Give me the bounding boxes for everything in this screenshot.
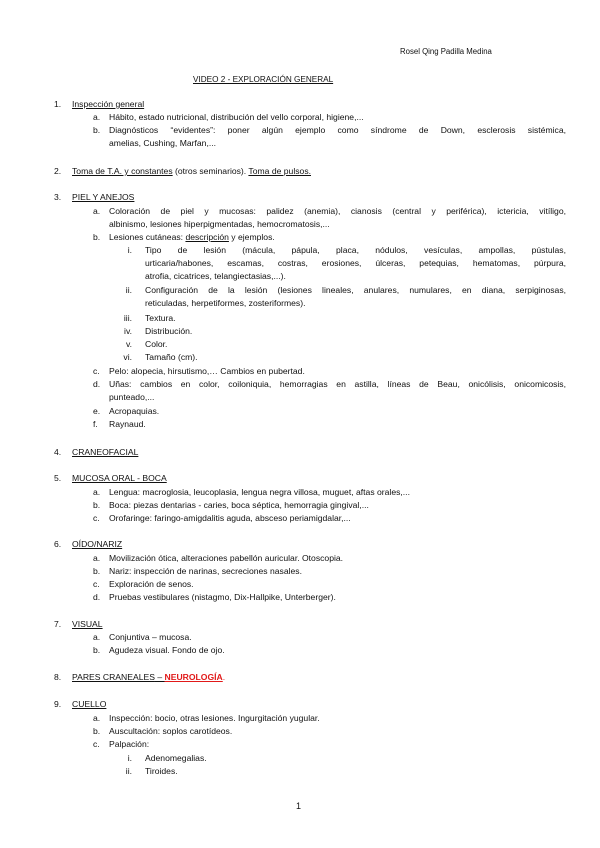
item-text: Color. bbox=[145, 339, 168, 349]
page-number: 1 bbox=[296, 801, 302, 811]
item-text: Pruebas vestibulares (nistagmo, Dix-Hallpike, Unterberger). bbox=[109, 592, 336, 602]
item-marker: b. bbox=[93, 726, 101, 736]
section-number: 4. bbox=[54, 447, 62, 457]
section-title-visual: VISUAL bbox=[72, 619, 103, 629]
item-marker: c. bbox=[93, 739, 100, 749]
item-marker: b. bbox=[93, 645, 101, 655]
section-number: 7. bbox=[54, 619, 62, 629]
item-text: Lengua: macroglosia, leucoplasia, lengua negra villosa, muguet, aftas orales,... bbox=[109, 487, 410, 497]
item-marker: d. bbox=[93, 592, 101, 602]
item-text: Exploración de senos. bbox=[109, 579, 194, 589]
item-marker: c. bbox=[93, 579, 100, 589]
item-text: Agudeza visual. Fondo de ojo. bbox=[109, 645, 225, 655]
item-text: Pelo: alopecia, hirsutismo,… Cambios en pubertad. bbox=[109, 366, 305, 376]
item-text-line: Uñas: cambios en color, coiloniquia, hemorragias en astilla, líneas de Beau, onicólisis, onicomicosis, bbox=[109, 379, 566, 389]
item-marker: c. bbox=[93, 513, 100, 523]
item-text-line: Coloración de piel y mucosas: palidez (anemia), cianosis (central y periférica), ictericia, vitíligo, bbox=[109, 206, 566, 216]
section-title-pares: PARES CRANEALES – NEUROLOGÍA. bbox=[72, 672, 226, 682]
item-text: Distribución. bbox=[145, 326, 193, 336]
item-text-line: Diagnósticos “evidentes”: poner algún ejemplo como síndrome de Down, esclerosis sistémica, bbox=[109, 125, 566, 135]
section-number: 5. bbox=[54, 473, 62, 483]
item-marker: a. bbox=[93, 632, 101, 642]
item-text: Orofaringe: faringo-amigdalitis aguda, absceso periamigdalar,... bbox=[109, 513, 351, 523]
section-title-craneofacial: CRANEOFACIAL bbox=[72, 447, 139, 457]
section-title-toma: Toma de T.A. y constantes (otros seminarios). Toma de pulsos. bbox=[72, 166, 311, 176]
section-number: 9. bbox=[54, 699, 62, 709]
section-number: 2. bbox=[54, 166, 62, 176]
section-title-piel: PIEL Y ANEJOS bbox=[72, 192, 135, 202]
neurologia-link: NEUROLOGÍA bbox=[164, 672, 223, 682]
author-name: Rosel Qing Padilla Medina bbox=[400, 47, 492, 56]
item-text: Adenomegalias. bbox=[145, 753, 207, 763]
section-title-text: Inspección general bbox=[72, 99, 145, 109]
item-text-line: Configuración de la lesión (lesiones lineales, anulares, numulares, en diana, serpiginosas, bbox=[145, 285, 566, 295]
item-marker: b. bbox=[93, 232, 101, 242]
roman-marker: i. bbox=[127, 753, 132, 763]
item-marker: a. bbox=[93, 713, 101, 723]
document-title: VIDEO 2 - EXPLORACIÓN GENERAL bbox=[193, 75, 334, 84]
item-text: Boca: piezas dentarias - caries, boca séptica, hemorragia gingival,... bbox=[109, 500, 369, 510]
item-marker: b. bbox=[93, 566, 101, 576]
roman-marker: ii. bbox=[125, 285, 132, 295]
section-number: 8. bbox=[54, 672, 62, 682]
item-marker: a. bbox=[93, 206, 101, 216]
section-title-mucosa: MUCOSA ORAL - BOCA bbox=[72, 473, 167, 483]
item-text: Conjuntiva – mucosa. bbox=[109, 632, 192, 642]
item-text: Hábito, estado nutricional, distribución del vello corporal, higiene,... bbox=[109, 112, 364, 122]
item-text: Inspección: bocio, otras lesiones. Ingurgitación yugular. bbox=[109, 713, 320, 723]
section-number: 1. bbox=[54, 99, 62, 109]
item-marker: a. bbox=[93, 553, 101, 563]
item-text: Textura. bbox=[145, 313, 176, 323]
item-text: Tamaño (cm). bbox=[145, 352, 198, 362]
roman-marker: v. bbox=[125, 339, 132, 349]
item-marker: b. bbox=[93, 125, 101, 135]
item-marker: f. bbox=[93, 419, 98, 429]
section-title-oido: OÍDO/NARIZ bbox=[72, 539, 123, 549]
item-text: Movilización ótica, alteraciones pabellón auricular. Otoscopia. bbox=[109, 553, 344, 563]
item-marker: a. bbox=[93, 112, 101, 122]
item-text: Auscultación: soplos carotídeos. bbox=[109, 726, 233, 736]
item-text: Acropaquias. bbox=[109, 406, 160, 416]
section-number: 6. bbox=[54, 539, 62, 549]
item-marker: d. bbox=[93, 379, 101, 389]
roman-marker: iii. bbox=[123, 313, 132, 323]
item-text: Lesiones cutáneas: descripción y ejemplos. bbox=[109, 232, 275, 242]
item-marker: a. bbox=[93, 487, 101, 497]
item-text-line: amelias, Cushing, Marfan,... bbox=[109, 138, 216, 148]
roman-marker: ii. bbox=[125, 766, 132, 776]
item-text-line: albinismo, lesiones hiperpigmentadas, hemocromatosis,... bbox=[109, 219, 330, 229]
item-text: Raynaud. bbox=[109, 419, 146, 429]
section-number: 3. bbox=[54, 192, 62, 202]
item-marker: b. bbox=[93, 500, 101, 510]
item-text: Tiroides. bbox=[145, 766, 178, 776]
item-text: Palpación: bbox=[109, 739, 150, 749]
section-title-inspeccion bbox=[72, 98, 530, 110]
roman-marker: vi. bbox=[123, 352, 132, 362]
item-text: Nariz: inspección de narinas, secreciones nasales. bbox=[109, 566, 302, 576]
roman-marker: iv. bbox=[124, 326, 132, 336]
section-title-cuello: CUELLO bbox=[72, 699, 107, 709]
item-text-line: punteado,... bbox=[109, 392, 155, 402]
item-text-line: urticaria/habones, escamas, costras, erosiones, úlceras, petequias, hematomas, púrpura, bbox=[145, 258, 566, 268]
item-marker: c. bbox=[93, 366, 100, 376]
item-marker: e. bbox=[93, 406, 101, 416]
item-text-line: atrofia, cicatrices, telangiectasias,...). bbox=[145, 271, 286, 281]
item-text-line: reticuladas, herpetiformes, zosteriformes). bbox=[145, 298, 306, 308]
roman-marker: i. bbox=[127, 245, 132, 255]
item-text-line: Tipo de lesión (mácula, pápula, placa, nódulos, vesículas, ampollas, pústulas, bbox=[145, 245, 566, 255]
